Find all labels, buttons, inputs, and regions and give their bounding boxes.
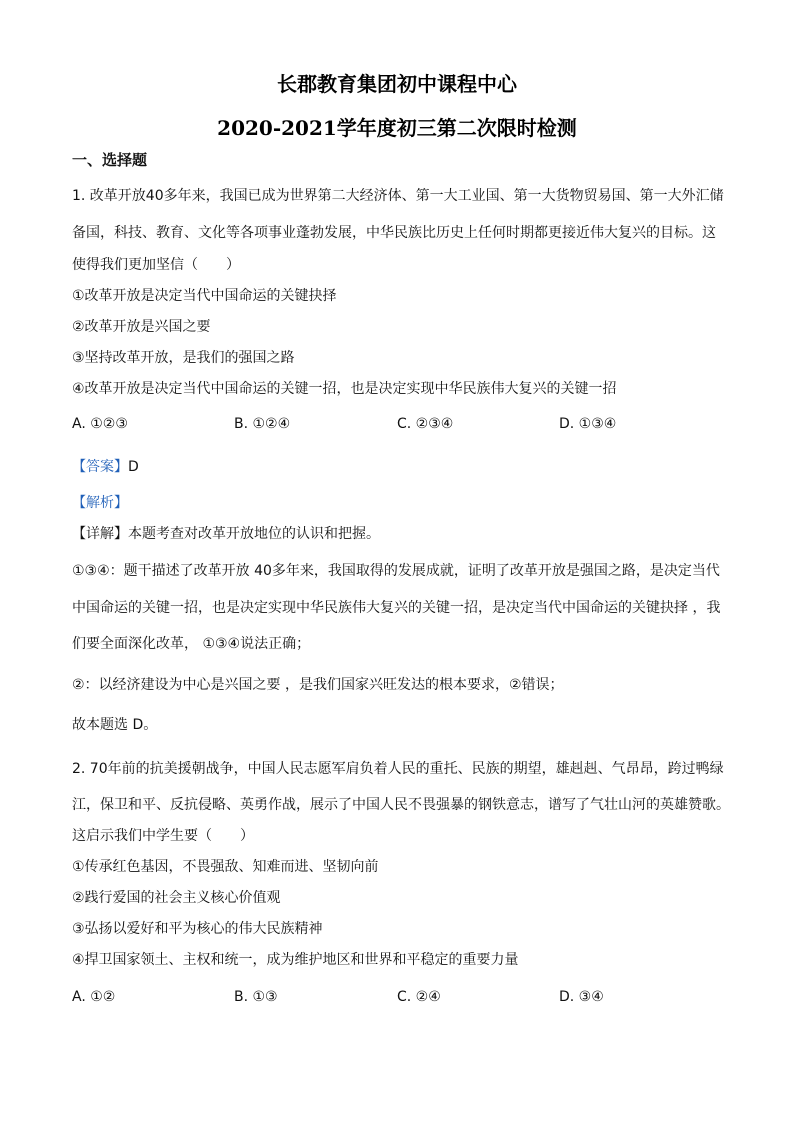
q2-option-d: D. ③④ [559,989,604,1005]
section-title: 一、选择题 [72,151,148,169]
q2-stem-line: 这启示我们中学生要（ ） [72,828,254,844]
q1-option-b: B. ①②④ [234,416,291,432]
q2-stem-line: 江，保卫和平、反抗侵略、英勇作战，展示了中国人民不畏强暴的钢铁意志，谱写了气壮山河的英雄赞歌。 [72,797,730,813]
answer-label: 【答案】 [72,459,128,475]
q2-option-a: A. ①② [72,989,116,1005]
answer-value: D [128,459,139,475]
q1-option-c: C. ②③④ [397,416,454,432]
q1-analysis-line: ②：以经济建设为中心是兴国之要 ，是我们国家兴旺发达的根本要求，②错误； [72,677,564,693]
detail-text: 本题考查对改革开放地位的认识和把握。 [128,526,380,542]
q2-option-b: B. ①③ [234,989,278,1005]
q2-statement: ④捍卫国家领土、主权和统一，成为维护地区和世界和平稳定的重要力量 [72,952,519,968]
q1-option-d: D. ①③④ [559,416,617,432]
q1-statement: ①改革开放是决定当代中国命运的关键抉择 [72,288,337,304]
q1-option-a: A. ①②③ [72,416,128,432]
q2-statement: ③弘扬以爱好和平为核心的伟大民族精神 [72,921,323,937]
q1-analysis-line: ①③④：题干描述了改革开放 40多年来，我国取得的发展成就，证明了改革开放是强国之路，是决定当代 [72,563,720,579]
q2-statement: ②践行爱国的社会主义核心价值观 [72,890,281,906]
q2-option-c: C. ②④ [397,989,441,1005]
analysis-label: 【解析】 [72,495,128,511]
q1-statement: ③坚持改革开放，是我们的强国之路 [72,350,295,366]
q1-stem-line: 使得我们更加坚信（ ） [72,257,240,273]
q2-stem-line: 2. 70年前的抗美援朝战争，中国人民志愿军肩负着人民的重托、民族的期望，雄赳赳、气昂昂，跨过鸭绿 [72,761,724,777]
q1-statement: ②改革开放是兴国之要 [72,319,211,335]
q1-analysis-line: 故本题选 D。 [72,717,158,733]
document-subtitle: 2020-2021学年度初三第二次限时检测 [217,116,577,140]
detail-label: 【详解】 [72,526,128,542]
q1-analysis-line: 们要全面深化改革， ①③④说法正确； [72,636,311,652]
q1-detail [72,525,380,543]
q1-statement: ④改革开放是决定当代中国命运的关键一招，也是决定实现中华民族伟大复兴的关键一招 [72,381,617,397]
document-title: 长郡教育集团初中课程中心 [277,72,517,96]
q1-analysis-heading [72,494,128,512]
q1-answer [72,458,139,476]
q2-statement: ①传承红色基因，不畏强敌、知难而进、坚韧向前 [72,859,379,875]
q1-analysis-line: 中国命运的关键一招，也是决定实现中华民族伟大复兴的关键一招，是决定当代中国命运的关键抉择 ，我 [72,600,721,616]
q1-stem-line: 1. 改革开放40多年来，我国已成为世界第二大经济体、第一大工业国、第一大货物贸易国、第一大外汇储 [72,188,724,204]
q1-stem-line: 备国，科技、教育、文化等各项事业蓬勃发展，中华民族比历史上任何时期都更接近伟大复兴的目标。这 [72,225,716,241]
